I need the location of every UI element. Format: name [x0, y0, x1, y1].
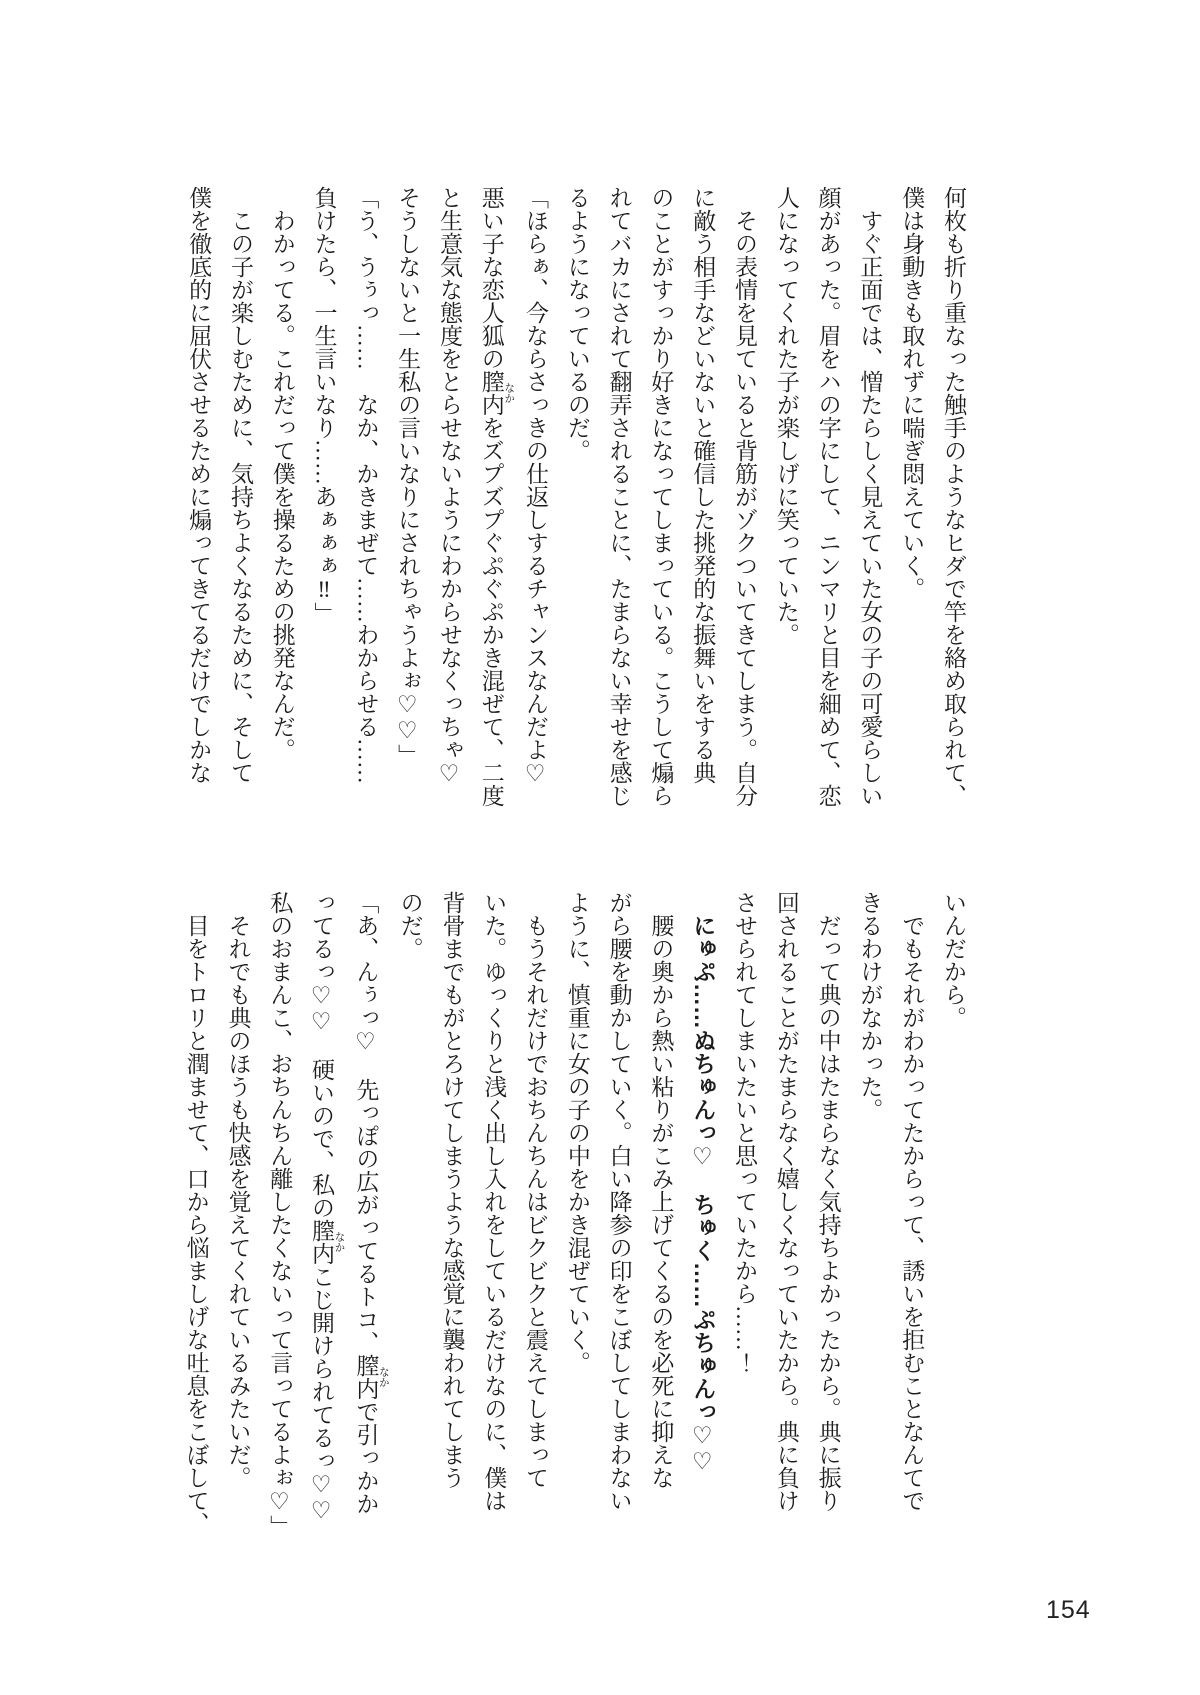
- text-column: 顔があった。眉をハの字にして、ニンマリと目を細めて、恋: [815, 186, 841, 807]
- text-block-bottom: [176, 891, 974, 1547]
- text-block-top: [176, 186, 974, 820]
- text-column: 目をトロリと潤ませて、口から悩ましげな吐息をこぼして、: [183, 914, 209, 1535]
- ruby-annotated-word: 膣内 なか: [309, 1219, 345, 1265]
- text-column: その表情を見ていると背筋がゾクついてきてしまう。自分: [732, 209, 758, 807]
- text-column: れてバカにされて翻弄されることに、たまらない幸せを感じ: [606, 186, 632, 807]
- text-column: だって典の中はたまらなく気持ちよかったから。典に振り: [815, 914, 841, 1512]
- text-column: 私のおまんこ、おちんちん離したくないって言ってるよぉ♡」: [267, 891, 293, 1538]
- text-column: わかってる。これだって僕を操るための挑発なんだ。: [269, 209, 295, 761]
- text-column: もうそれだけでおちんちんはビクビクと震えてしまって: [523, 914, 549, 1489]
- text-column: 悪い子な恋人狐の膣内 なかをズプズプぐぷぐぷかき混ぜて、二度: [478, 186, 515, 807]
- text-column: させられてしまいたいと思っていたから……！: [732, 891, 758, 1374]
- text-column: のことがすっかり好きになってしまっている。こうして煽ら: [648, 186, 674, 807]
- ruby-annotated-word: 膣内 なか: [478, 370, 515, 416]
- text-column: ってるっ♡♡ 硬いので、私の膣内 なかこじ開けられてるっ♡♡: [309, 891, 345, 1524]
- text-column: と生意気な態度をとらせないようにわからせなくっちゃ♡: [436, 186, 462, 787]
- text-column: 「ほらぁ、今ならさっきの仕返しするチャンスなんだよ♡: [523, 186, 549, 787]
- text-column: 背骨までもがとろけてしまうような感覚に襲われてしまう: [439, 891, 465, 1489]
- text-column: 人になってくれた子が楽しげに笑っていた。: [773, 186, 799, 646]
- text-column: 回されることがたまらなく嬉しくなっていたから。典に負け: [773, 891, 799, 1512]
- text-column: きるわけがなかった。: [857, 891, 883, 1121]
- text-column: いんだから。: [941, 891, 966, 1029]
- text-column: それでも典のほうも快感を覚えてくれているみたいだ。: [225, 914, 251, 1489]
- text-column: 何枚も折り重なった触手のようなヒダで竿を絡め取られて、: [941, 186, 966, 807]
- text-column: 負けたら、一生言いなり……あぁぁぁ‼」: [311, 186, 337, 625]
- text-column: 腰の奥から熱い粘りがこみ上げてくるのを必死に抑えな: [648, 914, 674, 1489]
- text-column: がら腰を動かしていく。白い降参の印をこぼしてしまわない: [606, 891, 632, 1512]
- text-column: にゅぷ……ぬちゅんっ♡ ちゅく……ぷちゅんっ♡♡: [690, 914, 717, 1475]
- page-number: 154: [1046, 1596, 1091, 1624]
- text-column: のだ。: [397, 891, 423, 960]
- ruby-annotated-word: 膣内 なか: [353, 1354, 389, 1400]
- text-column: 僕を徹底的に屈伏させるために煽ってきてるだけでしかな: [186, 186, 212, 784]
- text-column: 「あ、んぅっ♡ 先っぽの広がってるトコ、膣内 なかで引っかか: [353, 891, 389, 1515]
- text-column: いた。ゆっくりと浅く出し入れをしているだけなのに、僕は: [481, 891, 507, 1512]
- text-column: に敵う相手などいないと確信した挑発的な振舞いをする典: [690, 186, 716, 784]
- text-column: 「う、うぅっ…… なか、かきまぜて……わからせる……: [353, 186, 379, 784]
- text-column: でもそれがわかってたからって、誘いを拒むことなんてで: [899, 914, 925, 1512]
- text-column: ように、慎重に女の子の中をかき混ぜていく。: [564, 891, 590, 1374]
- text-column: この子が楽しむために、気持ちよくなるために、そして: [227, 209, 253, 784]
- text-column: 僕は身動きも取れずに喘ぎ悶えていく。: [899, 186, 925, 600]
- text-column: すぐ正面では、憎たらしく見えていた女の子の可愛らしい: [857, 209, 883, 807]
- text-column: そうしないと一生私の言いなりにされちゃうよぉ♡♡」: [395, 186, 421, 767]
- text-column: るようになっているのだ。: [564, 186, 590, 462]
